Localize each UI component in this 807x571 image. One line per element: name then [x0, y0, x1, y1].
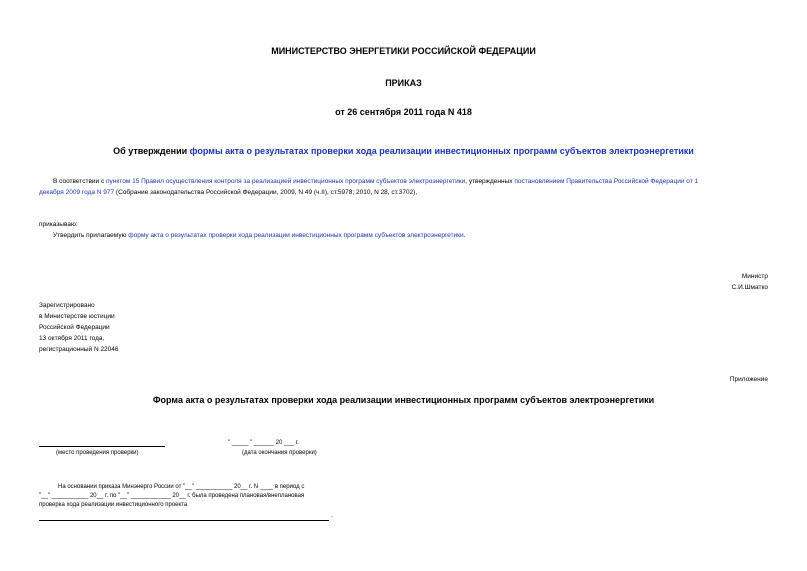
preamble-line-1: [53, 176, 698, 187]
place-caption: (место проведения проверки): [56, 450, 139, 456]
resolution-link-part1[interactable]: постановлением Правительства Российской Федерации от 1: [514, 178, 699, 185]
place-underline: [39, 446, 165, 447]
preamble-text-2: , утвержденных: [465, 178, 515, 185]
document-title: [0, 146, 807, 156]
title-prefix: Об утверждении: [113, 146, 190, 156]
registration-line-2: в Министерстве юстиции: [39, 313, 115, 320]
signer-name: С.И.Шматко: [731, 284, 768, 291]
preamble-text-3: (Собрание законодательства Российской Федерации, 2009, N 49 (ч.II), ст.5978; 2010, N 28, ст.3702),: [114, 189, 418, 196]
preamble-line-2: [39, 187, 417, 198]
order-text-2: .: [463, 232, 466, 239]
preamble-text-1: В соответствии с: [53, 178, 107, 185]
rules-link[interactable]: пунктом 15 Правил осуществления контроля за реализацией инвестиционных программ субъектов электроэнергетики: [106, 178, 466, 185]
order-text-1: Утвердить прилагаемую: [53, 232, 129, 239]
form-title: Форма акта о результатах проверки хода реализации инвестиционных программ субъектов электроэнергетики: [152, 395, 655, 405]
document-type: ПРИКАЗ: [385, 78, 422, 88]
form-body-line-3: проверка хода реализации инвестиционного проекта: [39, 502, 188, 508]
form-link[interactable]: форму акта о результатах проверки хода реализации инвестиционных программ субъектов электроэнергетики: [128, 232, 464, 239]
signer-position: Министр: [741, 273, 768, 280]
registration-line-1: Зарегистрировано: [39, 302, 95, 309]
registration-line-5: регистрационный N 22046: [39, 346, 119, 353]
document-date-number: от 26 сентября 2011 года N 418: [335, 107, 472, 117]
form-body-line-1: На основании приказа Минэнерго России от "__" ___________ 20__ г. N ____ в период с: [58, 484, 305, 490]
title-form-link[interactable]: формы акта о результатах проверки хода реализации инвестиционных программ субъектов электроэнергетики: [189, 146, 694, 156]
registration-line-3: Российской Федерации: [39, 324, 110, 331]
form-body-line-2: "__" ___________ 20__ г. по "__" ____________ 20__ г. была проведена плановая/внеплановая: [39, 493, 305, 499]
project-underline: [39, 520, 329, 521]
registration-line-4: 13 октября 2011 года,: [39, 335, 105, 342]
date-line: " _____ " ______ 20 ___ г.: [228, 440, 299, 446]
date-caption: (дата окончания проверки): [242, 450, 317, 456]
resolution-link-part2[interactable]: декабря 2009 года N 977: [39, 189, 115, 196]
prikazyvayu: приказываю:: [39, 221, 78, 228]
appendix-label: Приложение: [729, 376, 768, 383]
order-item: [53, 230, 465, 241]
form-end-mark: .: [331, 513, 333, 519]
ministry-heading: МИНИСТЕРСТВО ЭНЕРГЕТИКИ РОССИЙСКОЙ ФЕДЕРАЦИИ: [271, 46, 536, 56]
